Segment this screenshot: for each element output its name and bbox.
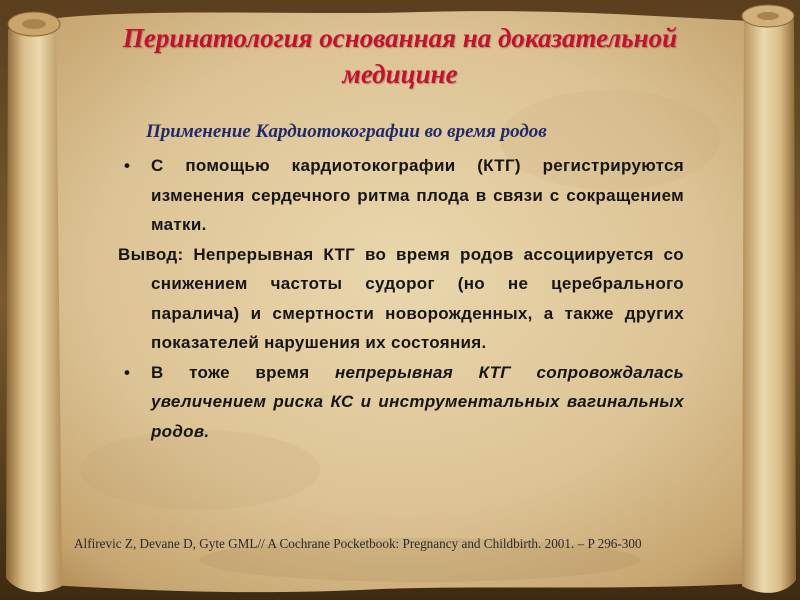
bullet-dot-icon: • (124, 362, 131, 382)
slide-body (118, 151, 684, 446)
slide-title (70, 20, 730, 92)
bullet-1-text: С помощью кардиотокографии (КТГ) регистрируются изменения сердечного ритма плода в связи с сокращением матки. (151, 156, 684, 234)
slide-subtitle: Применение Кардиотокографии во время родов (146, 121, 547, 142)
bullet-2 (118, 358, 684, 447)
bullet-2-italic-text: непрерывная КТГ сопровождалась увеличением риска КС и инструментальных вагинальных родов. (151, 362, 684, 441)
title-line-1: Перинатология основанная на доказательной (122, 23, 678, 53)
bullet-1 (118, 151, 684, 240)
conclusion: Вывод: Непрерывная КТГ во время родов ассоциируется со снижением частоты судорог (но не церебрального паралича) и смертности новорожденных, а также других показателей нарушения их состояния. (118, 244, 684, 352)
bullet-dot-icon: • (124, 156, 131, 175)
bullet-2-text: В тоже время (151, 362, 335, 382)
citation: Alfirevic Z, Devane D, Gyte GML// A Cochrane Pocketbook: Pregnancy and Childbirth. 2001. – P 296-300 (74, 536, 642, 551)
title-line-2: медицине (342, 59, 458, 89)
